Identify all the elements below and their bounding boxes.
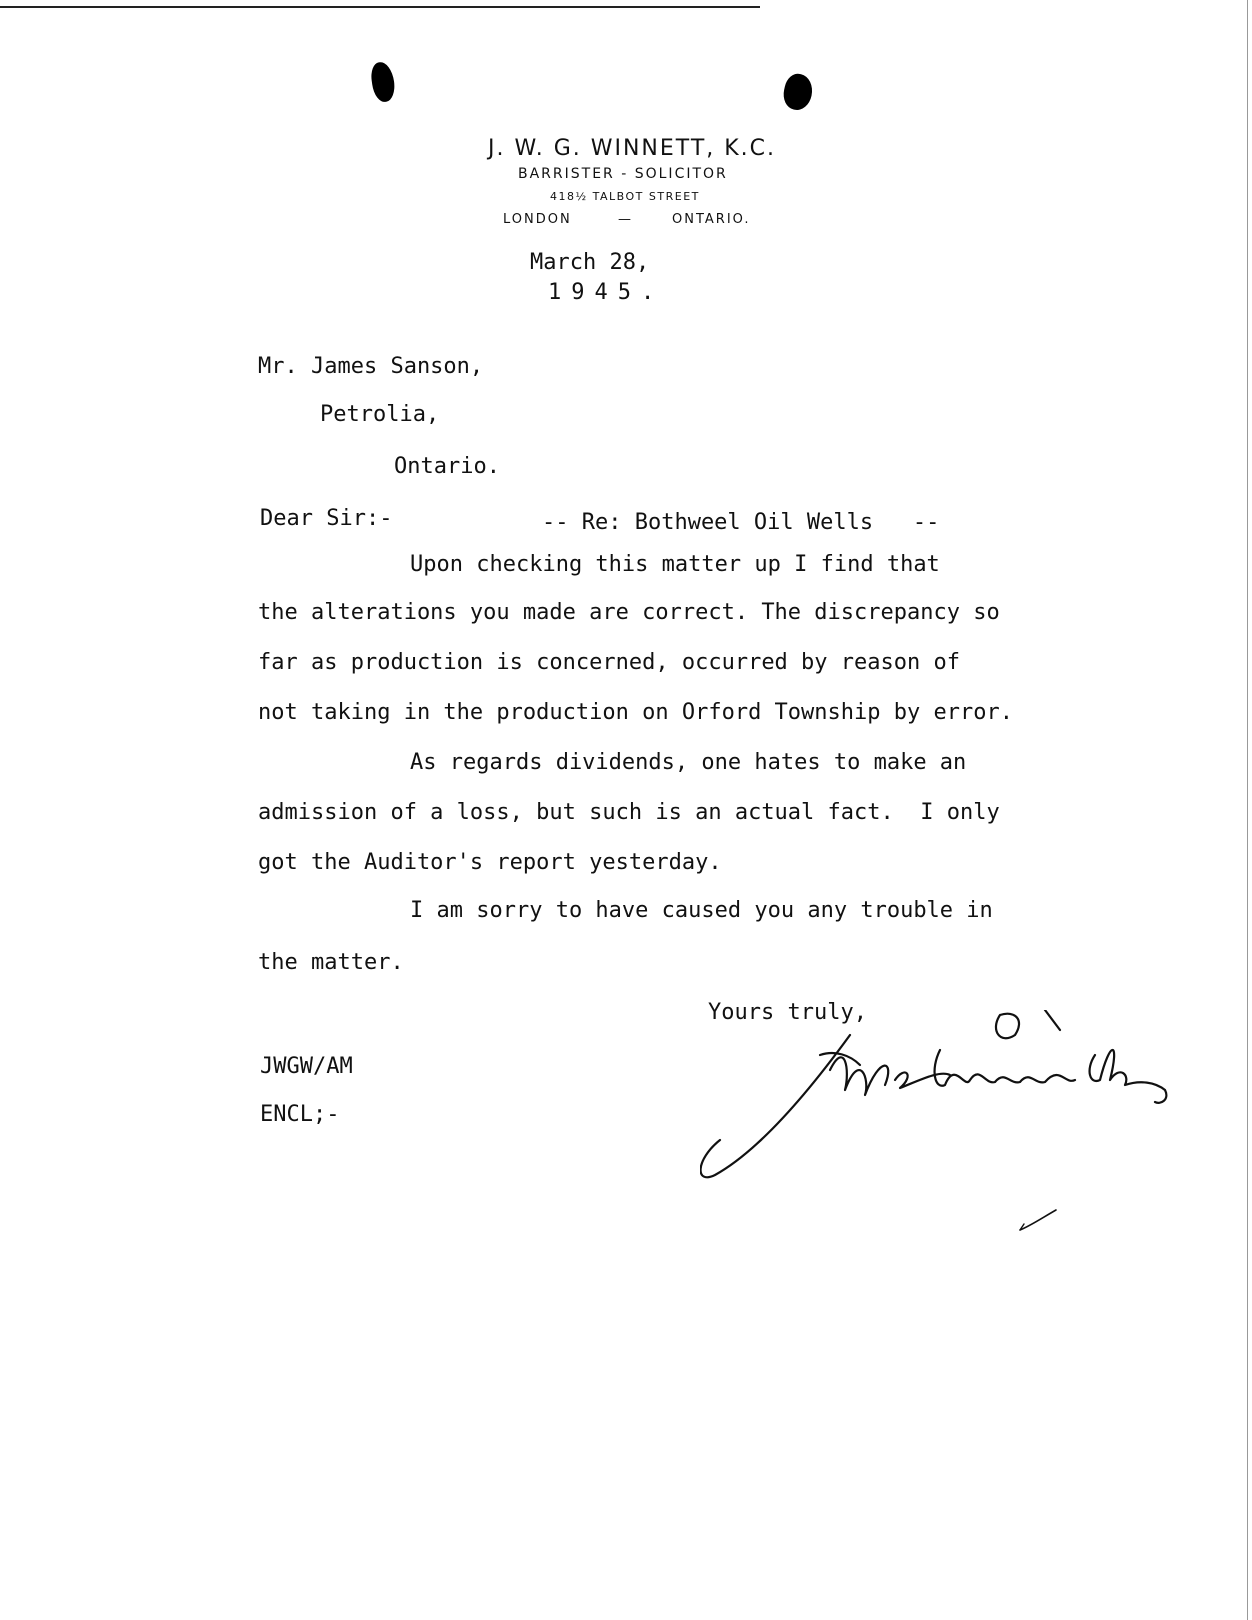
body-line: the matter. (258, 950, 404, 975)
body-line: admission of a loss, but such is an actual fact. I only (258, 800, 1000, 825)
recipient-name: Mr. James Sanson, (258, 354, 484, 379)
subject-line: -- Re: Bothweel Oil Wells -- (542, 510, 940, 535)
handwritten-signature (700, 1010, 1210, 1190)
body-line: not taking in the production on Orford Township by error. (258, 700, 1013, 725)
recipient-province: Ontario. (394, 454, 500, 479)
recipient-town: Petrolia, (320, 402, 440, 427)
letterhead-title: BARRISTER - SOLICITOR (518, 166, 728, 182)
letterhead-dash: — (618, 212, 631, 227)
check-mark (1018, 1208, 1058, 1234)
date-month-day: March 28, (530, 250, 650, 275)
salutation: Dear Sir:- (260, 506, 393, 531)
reference-initials: JWGW/AM (260, 1054, 353, 1079)
scan-edge-line (0, 6, 760, 8)
punch-hole-right (781, 71, 816, 112)
letterhead-street: 418½ TALBOT STREET (550, 190, 700, 203)
body-line: got the Auditor's report yesterday. (258, 850, 722, 875)
body-line: Upon checking this matter up I find that (410, 552, 940, 577)
closing: Yours truly, (708, 1000, 867, 1025)
letterhead-province: ONTARIO. (672, 212, 751, 227)
scan-edge-line-right (1247, 0, 1248, 1620)
letterhead-city: LONDON (503, 212, 572, 227)
letterhead-name: J. W. G. WINNETT, K.C. (488, 136, 777, 161)
body-line: As regards dividends, one hates to make an (410, 750, 967, 775)
punch-hole-left (369, 61, 396, 104)
body-line: I am sorry to have caused you any trouble in (410, 898, 993, 923)
date-year: 1945. (548, 280, 665, 305)
body-line: the alterations you made are correct. The discrepancy so (258, 600, 1000, 625)
enclosure-note: ENCL;- (260, 1102, 340, 1127)
body-line: far as production is concerned, occurred by reason of (258, 650, 960, 675)
